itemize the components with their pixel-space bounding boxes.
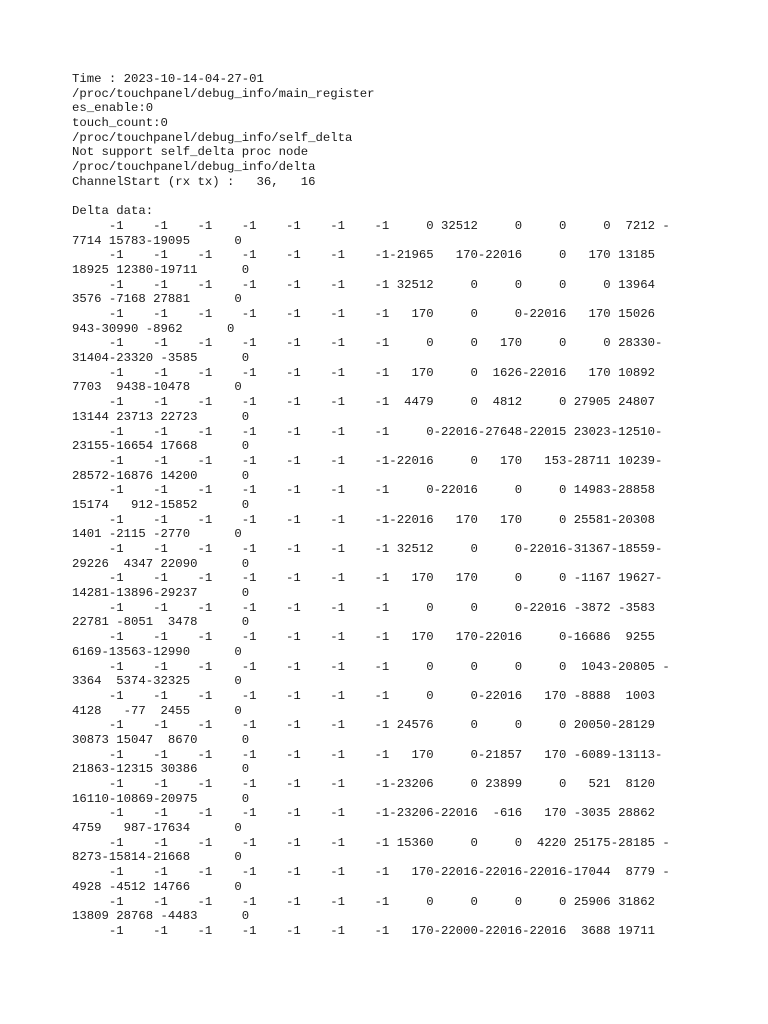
delta-data-line: -1 -1 -1 -1 -1 -1 -1 32512 0 0-22016-31367-18559-	[72, 542, 663, 556]
delta-data-line: -1 -1 -1 -1 -1 -1 -1-22016 0 170 153-28711 10239-	[72, 453, 663, 468]
header-line: es_enable:0	[72, 101, 154, 116]
header-line: /proc/touchpanel/debug_info/delta	[72, 160, 316, 175]
delta-data-line: 28572-16876 14200 0	[72, 468, 250, 483]
delta-data-line: -1 -1 -1 -1 -1 -1 -1 15360 0 0 4220 25175-28185 -	[72, 835, 670, 850]
delta-data-line: -1 -1 -1 -1 -1 -1 -1-23206 0 23899 0 521 8120	[72, 777, 655, 791]
header-line: ChannelStart (rx tx) : 36, 16	[72, 174, 316, 189]
delta-data-line: -1 -1 -1 -1 -1 -1 -1 0 0-22016 170 -8888 1003	[72, 688, 655, 703]
delta-data-line: -1 -1 -1 -1 -1 -1 -1 0-22016-27648-22015 23023-12510-	[72, 424, 663, 439]
header-line: /proc/touchpanel/debug_info/self_delta	[72, 130, 353, 145]
delta-data-line: 14281-13896-29237 0	[72, 586, 250, 601]
delta-data-line: -1 -1 -1 -1 -1 -1 -1 170 0 0-22016 170 15026	[72, 307, 655, 321]
delta-data-line: -1 -1 -1 -1 -1 -1 -1 0 0 0 0 25906 31862	[72, 894, 655, 909]
delta-data-line: 4928 -4512 14766 0	[72, 879, 242, 894]
delta-data-line: -1 -1 -1 -1 -1 -1 -1 0-22016 0 0 14983-28858	[72, 483, 655, 498]
delta-data-line: 1401 -2115 -2770 0	[72, 527, 242, 542]
delta-data-line: 6169-13563-12990 0	[72, 644, 242, 659]
delta-data-line: -1 -1 -1 -1 -1 -1 -1 4479 0 4812 0 27905 24807	[72, 395, 655, 410]
delta-data-line: 31404-23320 -3585 0	[72, 351, 250, 366]
delta-data-line: 13809 28768 -4483 0	[72, 909, 250, 924]
delta-data-line: -1 -1 -1 -1 -1 -1 -1 0 0 0 0 1043-20805 -	[72, 659, 670, 674]
delta-data-line: -1 -1 -1 -1 -1 -1 -1 170 170-22016 0-16686 9255	[72, 630, 655, 645]
delta-data-line: -1 -1 -1 -1 -1 -1 -1 0 0 170 0 0 28330-	[72, 336, 663, 351]
delta-data-line: 23155-16654 17668 0	[72, 439, 250, 454]
delta-data-line: 7714 15783-19095 0	[72, 233, 242, 248]
delta-data-line: -1 -1 -1 -1 -1 -1 -1 170 0 1626-22016 170 10892	[72, 365, 655, 380]
delta-data-line: -1 -1 -1 -1 -1 -1 -1 32512 0 0 0 0 13964	[72, 277, 655, 292]
delta-data-line: -1 -1 -1 -1 -1 -1 -1 0 0 0-22016 -3872 -3583	[72, 600, 655, 615]
delta-data-line: -1 -1 -1 -1 -1 -1 -1 170 0-21857 170 -6089-13113-	[72, 747, 663, 762]
delta-data-line: 21863-12315 30386 0	[72, 762, 250, 777]
delta-data-line: 7703 9438-10478 0	[72, 380, 242, 395]
header-line: Not support self_delta proc node	[72, 145, 309, 160]
delta-data-line: 8273-15814-21668 0	[72, 850, 242, 865]
delta-data-line: 4128 -77 2455 0	[72, 703, 242, 718]
header-line	[72, 190, 670, 205]
delta-data-line: 4759 987-17634 0	[72, 821, 242, 836]
delta-data-line: 13144 23713 22723 0	[72, 409, 250, 424]
delta-data-line: -1 -1 -1 -1 -1 -1 -1 170-22000-22016-22016 3688 19711	[72, 923, 655, 938]
delta-data-line: 15174 912-15852 0	[72, 497, 250, 512]
delta-data-line: 22781 -8051 3478 0	[72, 615, 250, 630]
delta-data-line: -1 -1 -1 -1 -1 -1 -1 24576 0 0 0 20050-28129	[72, 718, 655, 733]
delta-data-line: -1 -1 -1 -1 -1 -1 -1-22016 170 170 0 25581-20308	[72, 512, 655, 527]
delta-data-line: 18925 12380-19711 0	[72, 262, 250, 277]
delta-data-line: -1 -1 -1 -1 -1 -1 -1 170 170 0 0 -1167 19627-	[72, 571, 663, 586]
delta-data-line: 16110-10869-20975 0	[72, 791, 250, 806]
delta-data-line: -1 -1 -1 -1 -1 -1 -1 170-22016-22016-22016-17044 8779 -	[72, 865, 670, 880]
delta-data-line: 30873 15047 8670 0	[72, 732, 250, 747]
delta-data-line: -1 -1 -1 -1 -1 -1 -1-21965 170-22016 0 170 13185	[72, 248, 655, 263]
delta-data-line: -1 -1 -1 -1 -1 -1 -1-23206-22016 -616 170 -3035 28862	[72, 806, 655, 821]
header-line: Delta data:	[72, 204, 154, 219]
delta-data-line: 29226 4347 22090 0	[72, 556, 250, 571]
header-line: /proc/touchpanel/debug_info/main_register	[72, 86, 375, 101]
header-line: touch_count:0	[72, 116, 168, 131]
delta-data-line: 3364 5374-32325 0	[72, 674, 242, 689]
delta-data-line: 3576 -7168 27881 0	[72, 292, 242, 307]
delta-data-line: 943-30990 -8962 0	[72, 321, 235, 336]
header-line: Time : 2023-10-14-04-27-01	[72, 72, 264, 86]
delta-data-line: -1 -1 -1 -1 -1 -1 -1 0 32512 0 0 0 7212 -	[72, 218, 670, 233]
log-text-block	[72, 72, 670, 939]
